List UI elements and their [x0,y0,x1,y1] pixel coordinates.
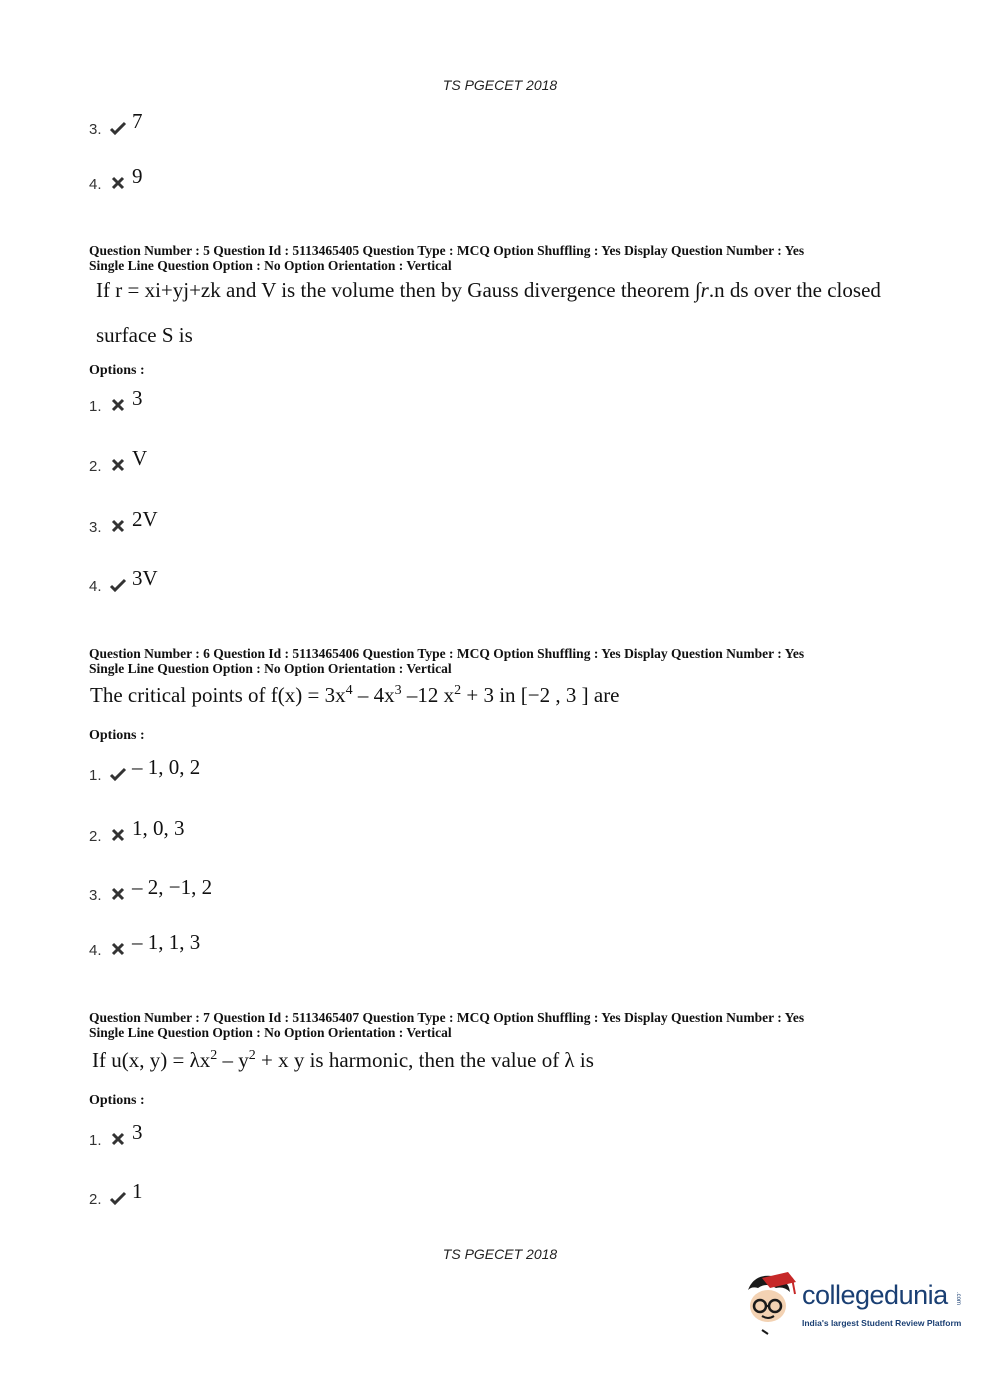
options-label: Options : [89,363,145,378]
option-number: 1. [89,767,102,784]
option-value: 9 [132,164,143,188]
question-text-part: If u(x, y) = λx [92,1048,211,1072]
option-number: 4. [89,942,102,959]
question-text-line2: surface S is [96,323,193,347]
question-text-part: The critical points of f(x) = 3x [90,683,346,707]
option-number: 3. [89,121,102,138]
cross-icon [109,886,127,902]
logo-tagline: India's largest Student Review Platform [802,1318,962,1328]
options-label: Options : [89,728,145,743]
collegedunia-logo [740,1268,970,1340]
question-text-part: r [700,278,709,302]
option-number: 3. [89,887,102,904]
logo-brand: collegedunia [802,1280,948,1310]
option-number: 2. [89,1191,102,1208]
check-icon [109,1190,127,1206]
cross-icon [109,1131,127,1147]
option-value: 3 [132,386,143,410]
question-meta-line: Question Number : 6 Question Id : 5113465406 Question Type : MCQ Option Shuffling : Yes Display Question Number : Yes [89,646,805,661]
cross-icon [109,827,127,843]
exponent: 3 [394,683,402,698]
question-text-part: + x y is harmonic, then the value of λ is [255,1048,594,1072]
option-number: 3. [89,519,102,536]
exponent: 2 [210,1048,218,1063]
option-value: – 1, 0, 2 [132,755,201,779]
exponent: 2 [248,1048,256,1063]
page-header: TS PGECET 2018 [442,77,558,93]
cross-icon [109,397,127,413]
cross-icon [109,518,127,534]
question-meta-line: Question Number : 7 Question Id : 5113465407 Question Type : MCQ Option Shuffling : Yes Display Question Number : Yes [89,1010,805,1025]
option-value: – 2, −1, 2 [132,875,213,899]
question-text-part: –12 x [401,683,455,707]
exponent: 4 [345,683,353,698]
question-text [90,683,620,708]
option-value: V [132,446,148,470]
question-text-part: – y [217,1048,249,1072]
page-footer: TS PGECET 2018 [442,1246,558,1262]
option-value: 3V [132,566,158,590]
option-value: 1, 0, 3 [132,816,185,840]
option-number: 1. [89,1132,102,1149]
question-meta-line: Single Line Question Option : No Option Orientation : Vertical [89,1025,452,1040]
option-number: 2. [89,828,102,845]
question-meta-line: Single Line Question Option : No Option Orientation : Vertical [89,258,452,273]
question-text-part: If r = xi+yj+zk and V is the volume then by Gauss divergence theorem ∫ [96,278,701,302]
cross-icon [109,941,127,957]
option-value: – 1, 1, 3 [132,930,201,954]
question-text [96,278,881,303]
option-value: 3 [132,1120,143,1144]
question-meta-line: Single Line Question Option : No Option Orientation : Vertical [89,661,452,676]
question-meta [89,243,804,273]
option-value: 1 [132,1179,143,1203]
question-text [92,1048,594,1073]
question-meta-line: Question Number : 5 Question Id : 5113465405 Question Type : MCQ Option Shuffling : Yes Display Question Number : Yes [89,243,805,258]
mascot-icon [740,1268,800,1338]
cross-icon [109,175,127,191]
question-meta [89,646,804,676]
question-meta [89,1010,804,1040]
cross-icon [109,457,127,473]
option-number: 1. [89,398,102,415]
option-value: 7 [132,109,143,133]
question-text-part: – 4x [352,683,395,707]
options-label: Options : [89,1093,145,1108]
option-number: 2. [89,458,102,475]
option-number: 4. [89,176,102,193]
question-text-part: .n ds over the closed [708,278,881,302]
exponent: 2 [454,683,462,698]
option-value: 2V [132,507,158,531]
check-icon [109,120,127,136]
option-number: 4. [89,578,102,595]
logo-suffix: .com [955,1292,961,1306]
check-icon [109,766,127,782]
question-text-part: + 3 in [−2 , 3 ] are [461,683,620,707]
check-icon [109,577,127,593]
